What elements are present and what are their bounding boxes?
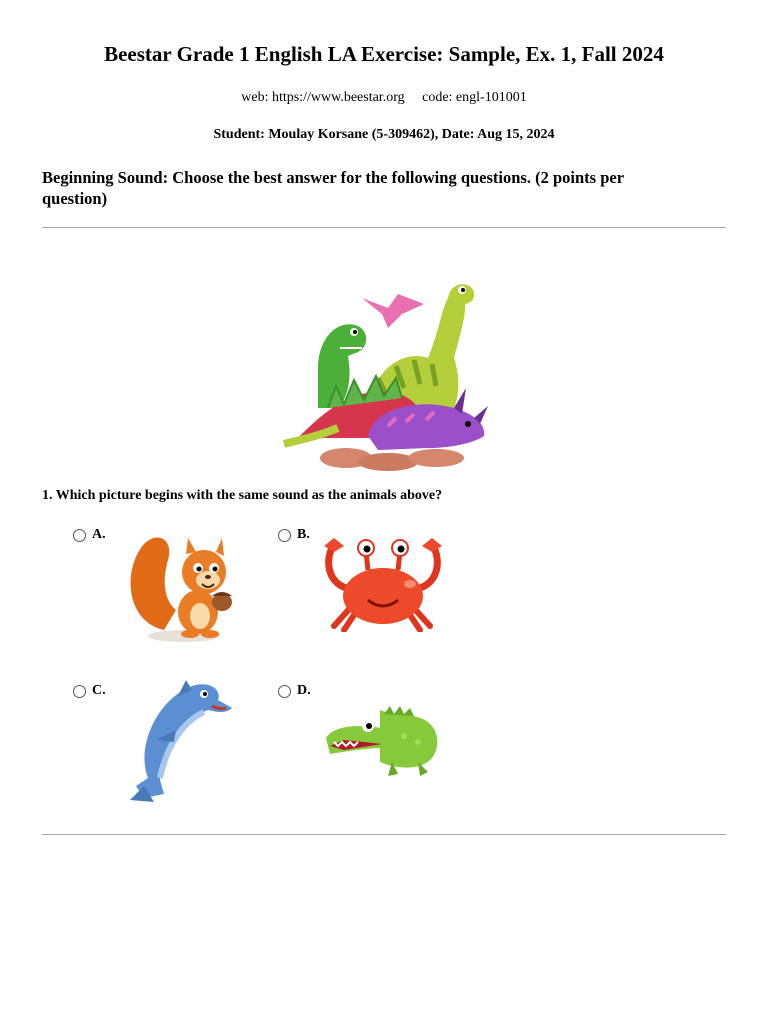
question-text: 1. Which picture begins with the same sound as the animals above? [42,488,443,503]
page-title: Beestar Grade 1 English LA Exercise: Sample, Ex. 1, Fall 2024 [104,42,664,66]
option-d-label: D. [297,683,311,698]
option-b[interactable] [278,527,310,543]
option-d-radio[interactable] [278,685,291,698]
option-c-label: C. [92,683,106,698]
crab-illustration[interactable] [322,536,444,632]
option-b-label: B. [297,527,310,542]
section-instruction: Beginning Sound: Choose the best answer for the following questions. (2 points per question) [42,168,624,208]
option-d[interactable] [278,683,311,699]
dolphin-illustration[interactable] [126,678,236,804]
option-a-radio[interactable] [73,529,86,542]
web-address: web: https://www.beestar.org [241,90,405,105]
divider-bottom [42,834,726,835]
alligator-illustration[interactable] [324,704,444,778]
option-c-radio[interactable] [73,685,86,698]
divider-top [42,227,726,228]
option-a[interactable] [73,527,106,543]
site-info [0,90,768,106]
exercise-code: code: engl-101001 [422,90,527,105]
option-b-radio[interactable] [278,529,291,542]
squirrel-illustration[interactable] [124,530,236,644]
dinosaurs-illustration [278,268,490,474]
student-info: Student: Moulay Korsane (5-309462), Date: Aug 15, 2024 [213,127,555,142]
option-c[interactable] [73,683,106,699]
option-a-label: A. [92,527,106,542]
